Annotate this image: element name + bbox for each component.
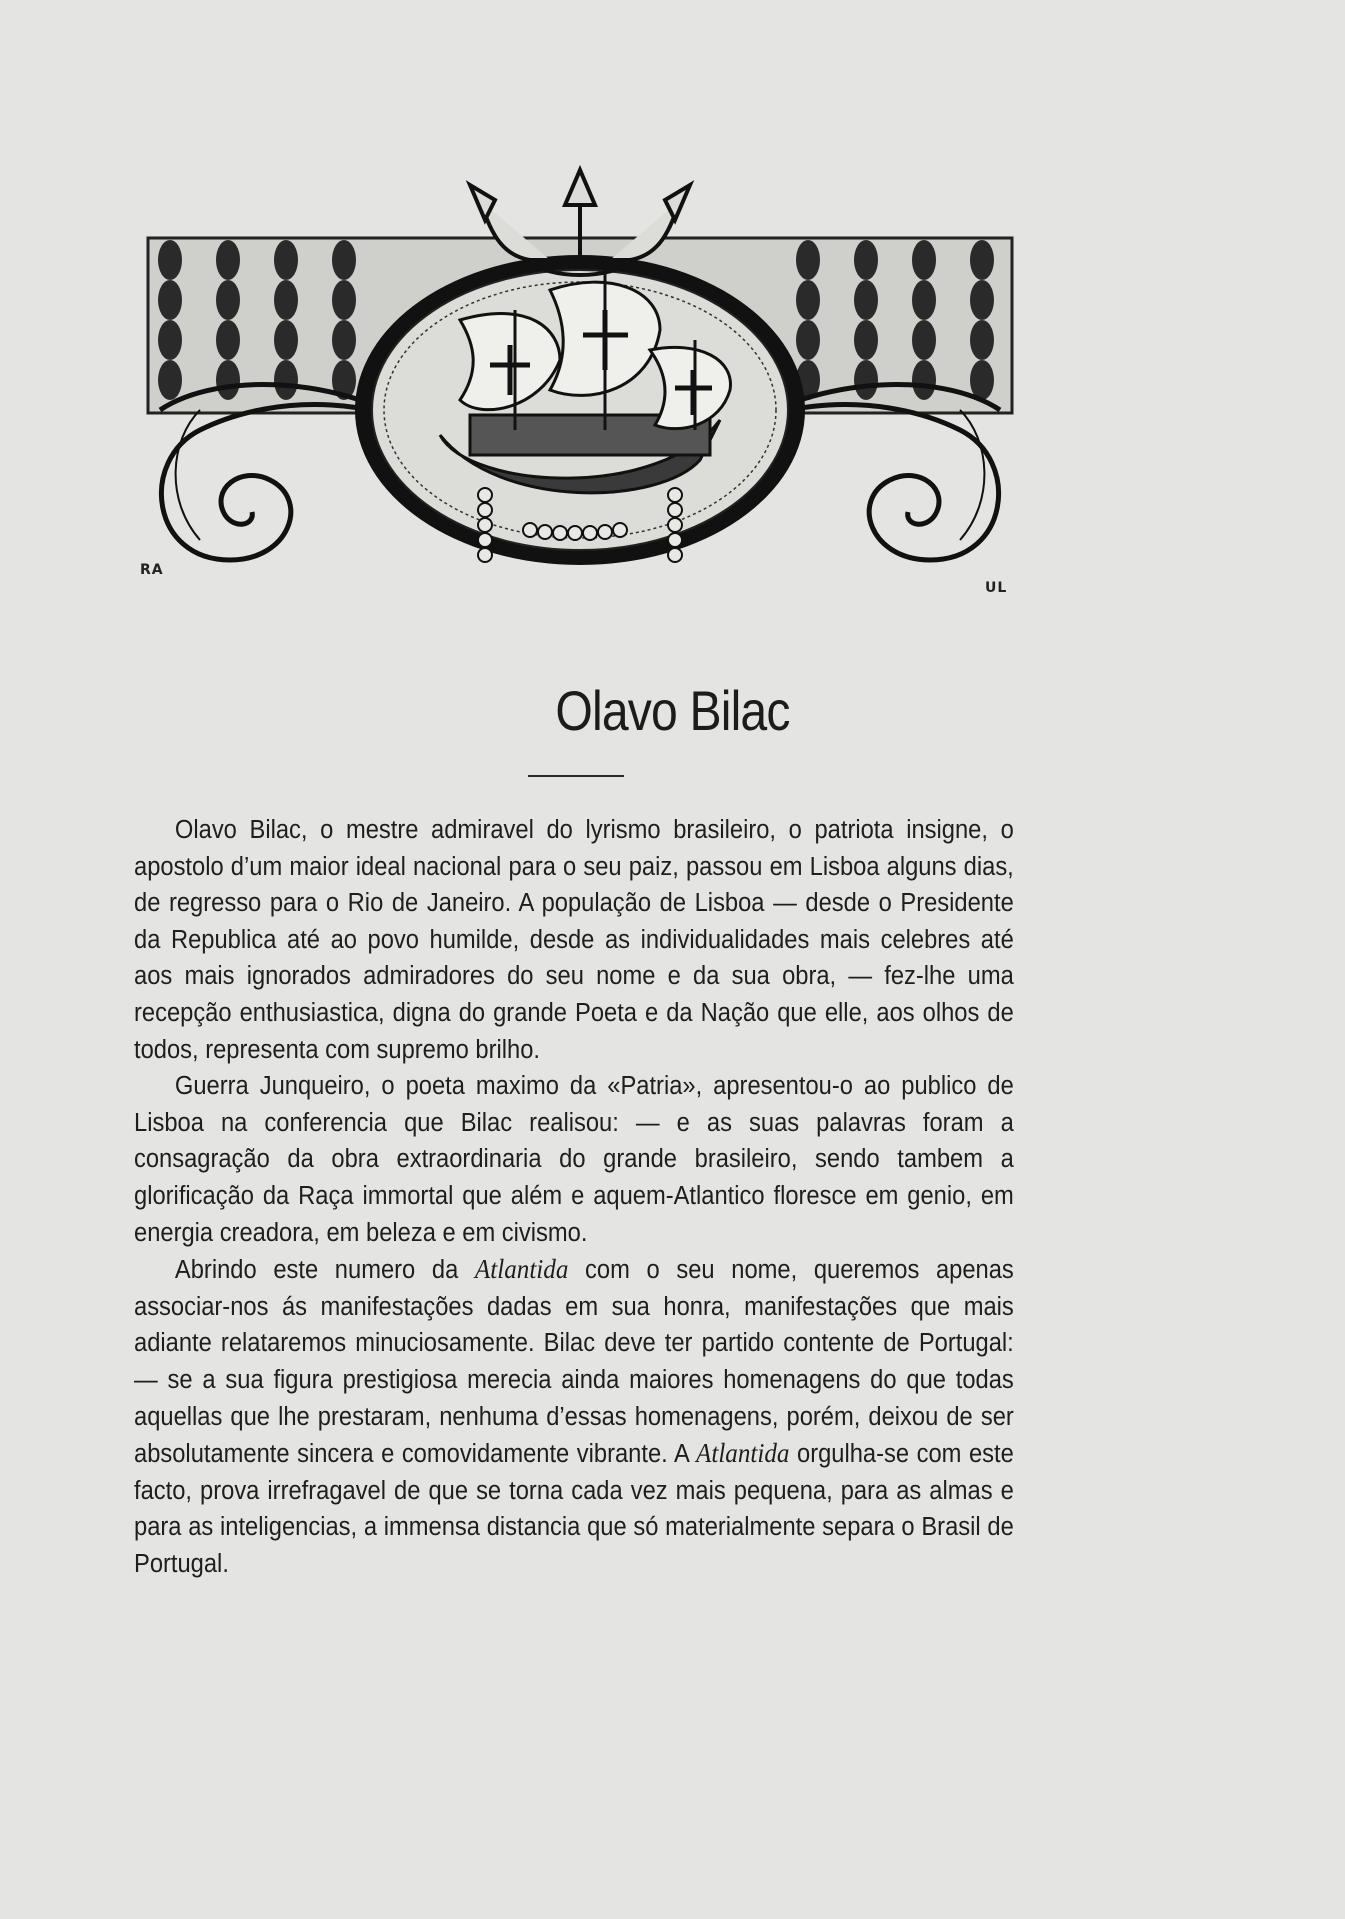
band-stripe-mark [912, 360, 936, 400]
band-stripe-mark [854, 280, 878, 320]
band-stripe-mark [796, 240, 820, 280]
band-stripe-mark [854, 320, 878, 360]
band-stripe-mark [332, 280, 356, 320]
caravel-ornament-headpiece [140, 160, 1020, 605]
italic-title-text: Atlantida [474, 1254, 569, 1285]
title-rule [528, 775, 624, 777]
band-stripe-mark [912, 320, 936, 360]
band-stripe-mark [854, 360, 878, 400]
band-stripe-mark [912, 240, 936, 280]
illustrator-signature-left: RA [140, 562, 164, 578]
band-stripe-mark [332, 240, 356, 280]
band-stripe-mark [970, 320, 994, 360]
band-stripe-mark [274, 320, 298, 360]
band-stripe-mark [332, 320, 356, 360]
band-stripe-mark [970, 360, 994, 400]
band-stripe-mark [216, 240, 240, 280]
band-stripe-mark [216, 280, 240, 320]
band-stripe-mark [274, 360, 298, 400]
band-stripe-mark [912, 280, 936, 320]
band-stripe-mark [274, 240, 298, 280]
band-stripe-mark [796, 280, 820, 320]
band-stripe-mark [274, 280, 298, 320]
band-stripe-mark [854, 240, 878, 280]
paragraph-text: Abrindo este numero da [174, 1256, 475, 1285]
illustrator-signature-right: UL [985, 580, 1008, 596]
article-paragraph [134, 1068, 1014, 1251]
band-stripe-mark [216, 360, 240, 400]
band-stripe-mark [158, 280, 182, 320]
paragraph-text: Guerra Junqueiro, o poeta maximo da «Patria», apresentou-o ao publico de Lisboa na conferencia que Bilac realisou: — e as suas palavras foram a consagração da obra extraordinaria do grande brasileiro, sendo tambem a glorificação da Raça immortal que além e aquem-Atlantico floresce em genio, em energia creadora, em beleza e em civismo. [134, 1072, 1014, 1247]
band-stripe-mark [970, 240, 994, 280]
paragraph-text: Olavo Bilac, o mestre admiravel do lyrismo brasileiro, o patriota insigne, o apostolo d’um maior ideal nacional para o seu paiz, passou em Lisboa alguns dias, de regresso para o Rio de Janeiro. A população de Lisboa — desde o Presidente da Republica até ao povo humilde, desde as individualidades mais celebres até aos mais ignorados admiradores do seu nome e da sua obra, — fez-lhe uma recepção enthusiastica, digna do grande Poeta e da Nação que elle, aos olhos de todos, representa com supremo brilho. [134, 816, 1014, 1064]
band-stripe-mark [216, 320, 240, 360]
article-title: Olavo Bilac [555, 679, 790, 742]
article-body [134, 812, 1014, 1582]
article-paragraph [134, 812, 1014, 1068]
paragraph-text: com o seu nome, queremos apenas associar-nos ás manifestações dadas em sua honra, manifestações que mais adiante relataremos minuciosamente. Bilac deve ter partido contente de Portugal: — se a sua figura prestigiosa merecia ainda maiores homenagens do que todas aquellas que lhe prestaram, nenhuma d’essas homenagens, porém, deixou de ser absolutamente sincera e comovidamente vibrante. A [134, 1256, 1014, 1469]
band-stripe-mark [158, 360, 182, 400]
band-stripe-mark [158, 320, 182, 360]
italic-title-text: Atlantida [696, 1438, 790, 1469]
band-stripe-mark [158, 240, 182, 280]
article-paragraph [134, 1251, 1014, 1582]
band-stripe-mark [796, 320, 820, 360]
band-stripe-mark [970, 280, 994, 320]
paragraph-text: orgulha-se com este facto, prova irrefragavel de que se torna cada vez mais pequena, para as almas e para as inteligencias, a immensa distancia que só materialmente separa o Brasil de Portugal. [134, 1440, 1014, 1578]
